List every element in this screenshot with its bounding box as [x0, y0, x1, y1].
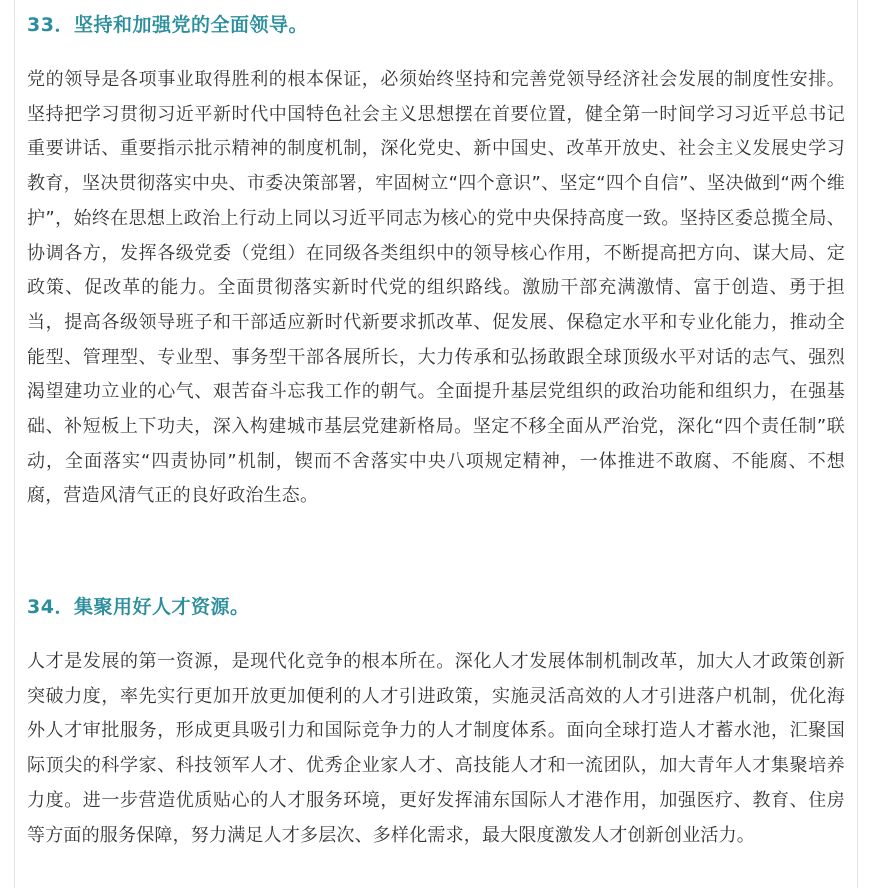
section-heading-34: 34．集聚用好人才资源。: [27, 596, 250, 618]
section-body-33: 党的领导是各项事业取得胜利的根本保证，必须始终坚持和完善党领导经济社会发展的制度性安排。坚持把学习贯彻习近平新时代中国特色社会主义思想摆在首要位置，健全第一时间学习习近平总书记重要讲话、重要指示批示精神的制度机制，深化党史、新中国史、改革开放史、社会主义发展史学习教育，坚决贯彻落实中央、市委决策部署，牢固树立“四个意识”、坚定“四个自信”、坚决做到“两个维护”，始终在思想上政治上行动上同以习近平同志为核心的党中央保持高度一致。坚持区委总揽全局、协调各方，发挥各级党委（党组）在同级各类组织中的领导核心作用，不断提高把方向、谋大局、定政策、促改革的能力。全面贯彻落实新时代党的组织路线。激励干部充满激情、富于创造、勇于担当，提高各级领导班子和干部适应新时代新要求抓改革、促发展、保稳定水平和专业化能力，推动全能型、管理型、专业型、事务型干部各展所长，大力传承和弘扬敢跟全球顶级水平对话的志气、强烈渴望建功立业的心气、艰苦奋斗忘我工作的朝气。全面提升基层党组织的政治功能和组织力，在强基础、补短板上下功夫，深入构建城市基层党建新格局。坚定不移全面从严治党，深化“四个责任制”联动，全面落实“四责协同”机制，锲而不舍落实中央八项规定精神，一体推进不敢腐、不能腐、不想腐，营造风清气正的良好政治生态。: [27, 69, 845, 507]
section-heading-33: 33．坚持和加强党的全面领导。: [27, 14, 308, 36]
section-body-34: 人才是发展的第一资源，是现代化竞争的根本所在。深化人才发展体制机制改革，加大人才政策创新突破力度，率先实行更加开放更加便利的人才引进政策，实施灵活高效的人才引进落户机制，优化海外人才审批服务，形成更具吸引力和国际竞争力的人才制度体系。面向全球打造人才蓄水池，汇聚国际顶尖的科学家、科技领军人才、优秀企业家人才、高技能人才和一流团队，加大青年人才集聚培养力度。进一步营造优质贴心的人才服务环境，更好发挥浦东国际人才港作用，加强医疗、教育、住房等方面的服务保障，努力满足人才多层次、多样化需求，最大限度激发人才创新创业活力。: [27, 651, 845, 846]
article-card: [14, 0, 858, 888]
